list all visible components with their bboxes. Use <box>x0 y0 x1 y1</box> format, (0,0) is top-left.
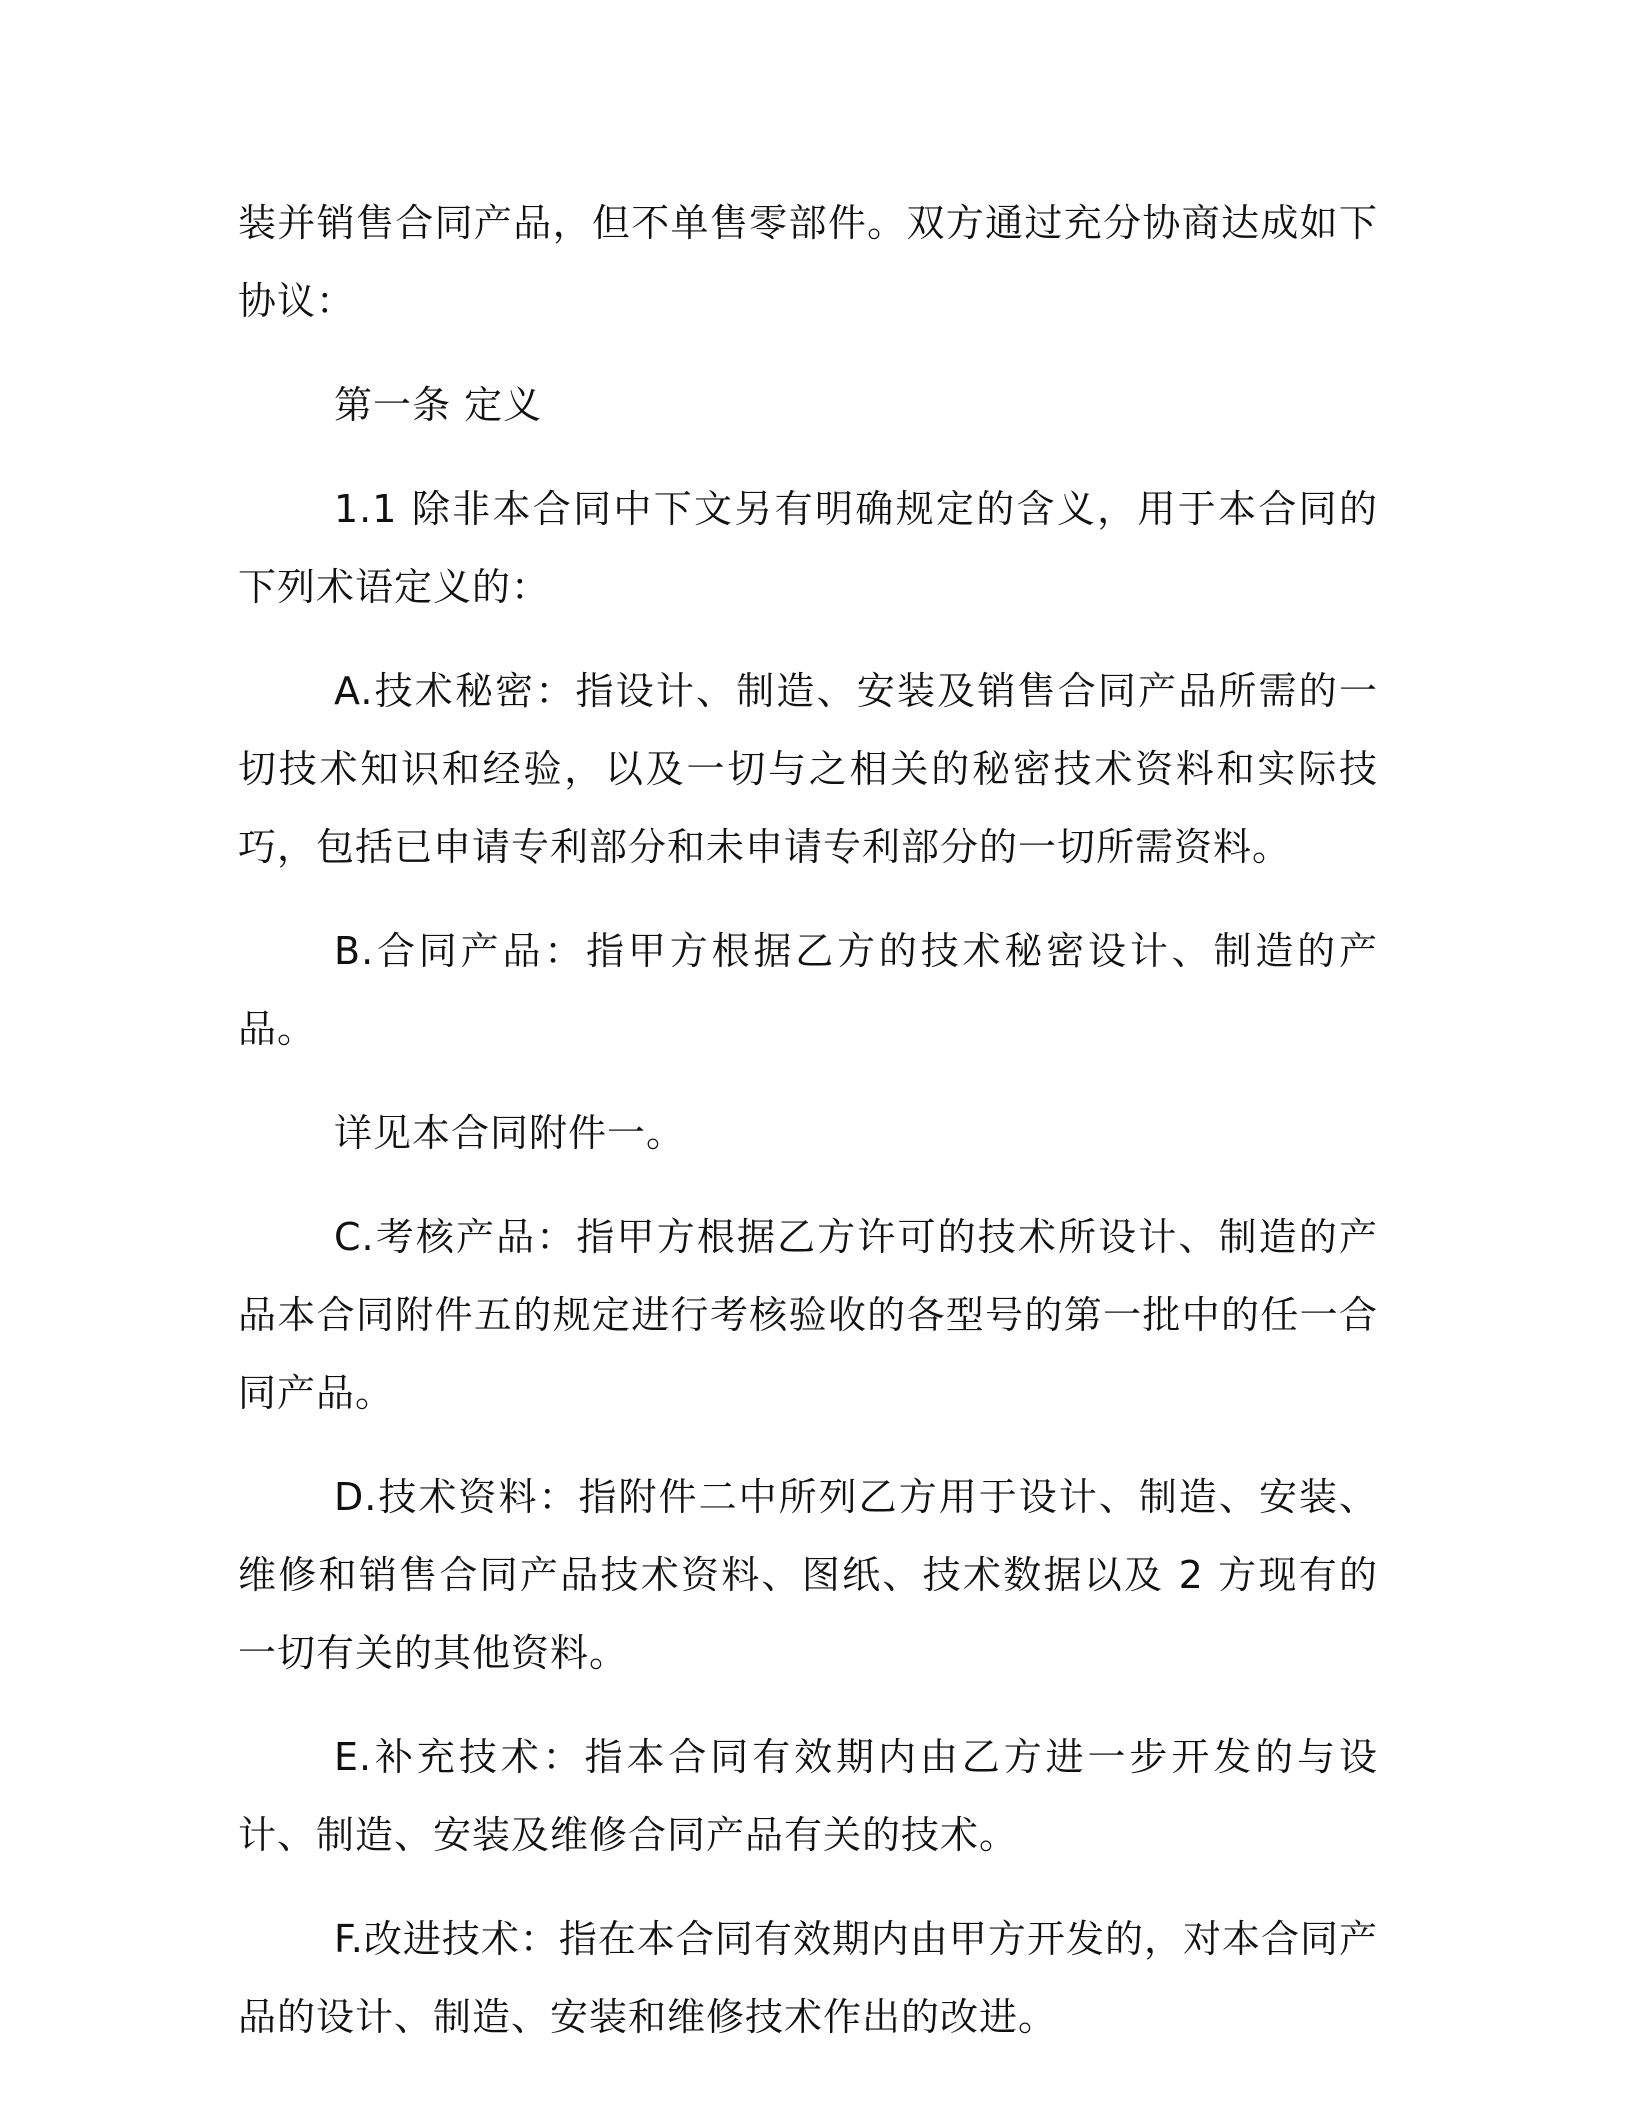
intro-paragraph: 装并销售合同产品，但不单售零部件。双方通过充分协商达成如下协议： <box>238 201 1378 323</box>
clause-1-1-paragraph: 1.1 除非本合同中下文另有明确规定的含义，用于本合同的下列术语定义的： <box>238 487 1378 609</box>
definition-b-paragraph: B.合同产品：指甲方根据乙方的技术秘密设计、制造的产品。 <box>238 929 1378 1051</box>
document-body <box>238 184 1378 2082</box>
definition-e-paragraph: E.补充技术：指本合同有效期内由乙方进一步开发的与设计、制造、安装及维修合同产品有关的技术。 <box>238 1735 1378 1857</box>
definition-f-paragraph: F.改进技术：指在本合同有效期内由甲方开发的，对本合同产品的设计、制造、安装和维修技术作出的改进。 <box>238 1917 1378 2039</box>
definition-d-paragraph: D.技术资料：指附件二中所列乙方用于设计、制造、安装、维修和销售合同产品技术资料、图纸、技术数据以及 2 方现有的一切有关的其他资料。 <box>238 1475 1378 1675</box>
definition-a-paragraph: A.技术秘密：指设计、制造、安装及销售合同产品所需的一切技术知识和经验，以及一切与之相关的秘密技术资料和实际技巧，包括已申请专利部分和未申请专利部分的一切所需资料。 <box>238 669 1378 869</box>
article-1-heading: 第一条 定义 <box>334 383 543 427</box>
definition-b-note-paragraph: 详见本合同附件一。 <box>334 1111 686 1155</box>
definition-c-paragraph: C.考核产品：指甲方根据乙方许可的技术所设计、制造的产品本合同附件五的规定进行考核验收的各型号的第一批中的任一合同产品。 <box>238 1215 1378 1415</box>
